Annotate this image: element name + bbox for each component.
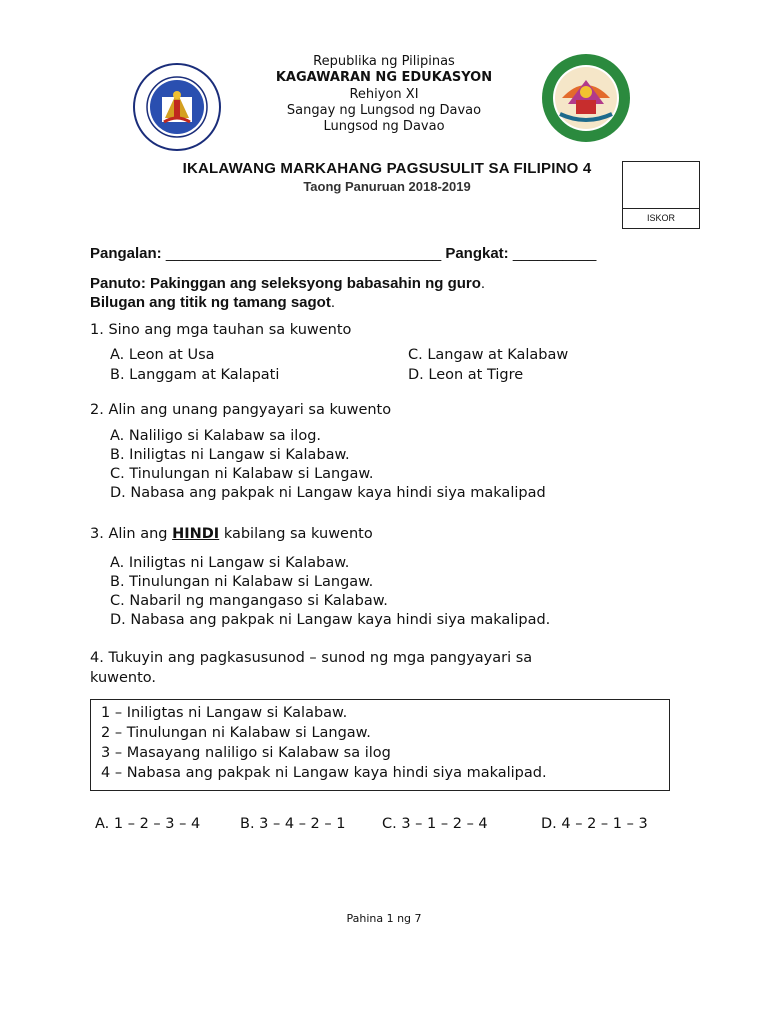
instruction-end-2: . (330, 294, 336, 311)
choice-2c[interactable]: C. Tinulungan ni Kalabaw si Langaw. (110, 466, 374, 482)
exam-title: IKALAWANG MARKAHANG PAGSUSULIT SA FILIPINO 4 (182, 160, 592, 177)
sequence-item-1: 1 – Iniligtas ni Langaw si Kalabaw. (101, 705, 348, 721)
header-region: Rehiyon XI (349, 87, 419, 102)
question-3-emphasis: HINDI (172, 526, 220, 542)
choice-1b[interactable]: B. Langgam at Kalapati (110, 367, 280, 383)
question-2: 2. Alin ang unang pangyayari sa kuwento (90, 402, 392, 418)
choice-4c[interactable]: C. 3 – 1 – 2 – 4 (382, 816, 488, 832)
score-box[interactable] (622, 161, 700, 229)
name-field[interactable] (90, 245, 596, 262)
question-3 (90, 526, 373, 542)
question-3-text-end: kabilang sa kuwento (219, 526, 373, 542)
choice-1a[interactable]: A. Leon at Usa (110, 347, 215, 363)
instruction-line-2 (90, 294, 335, 311)
instruction-line-1 (90, 275, 485, 292)
choice-4b[interactable]: B. 3 – 4 – 2 – 1 (240, 816, 346, 832)
section-blank[interactable]: __________ (512, 245, 597, 262)
choice-2d[interactable]: D. Nabasa ang pakpak ni Langaw kaya hindi siya makalipad (110, 485, 546, 501)
page-number: Pahina 1 ng 7 (346, 912, 422, 925)
question-4-line-2: kuwento. (90, 670, 157, 686)
choice-3a[interactable]: A. Iniligtas ni Langaw si Kalabaw. (110, 555, 350, 571)
header-republic: Republika ng Pilipinas (313, 54, 455, 69)
school-year: Taong Panuruan 2018-2019 (303, 179, 471, 194)
choice-1d[interactable]: D. Leon at Tigre (408, 367, 524, 383)
question-4-line-1: 4. Tukuyin ang pagkasusunod – sunod ng mga pangyayari sa (90, 650, 533, 666)
question-3-text-start: 3. Alin ang (90, 526, 173, 542)
header-division: Sangay ng Lungsod ng Davao (286, 103, 482, 118)
sequence-item-4: 4 – Nabasa ang pakpak ni Langaw kaya hindi siya makalipad. (101, 765, 547, 781)
choice-3c[interactable]: C. Nabaril ng mangangaso si Kalabaw. (110, 593, 388, 609)
instruction-end-1: . (480, 275, 486, 292)
name-blank[interactable]: _________________________________ (165, 245, 442, 262)
choice-2a[interactable]: A. Naliligo si Kalabaw sa ilog. (110, 428, 322, 444)
choice-2b[interactable]: B. Iniligtas ni Langaw si Kalabaw. (110, 447, 350, 463)
choice-3d[interactable]: D. Nabasa ang pakpak ni Langaw kaya hindi siya makalipad. (110, 612, 551, 628)
choice-4a[interactable]: A. 1 – 2 – 3 – 4 (95, 816, 201, 832)
sequence-item-2: 2 – Tinulungan ni Kalabaw si Langaw. (101, 725, 371, 741)
choice-1c[interactable]: C. Langaw at Kalabaw (408, 347, 569, 363)
question-1: 1. Sino ang mga tauhan sa kuwento (90, 322, 352, 338)
section-label: Pangkat: (445, 245, 509, 262)
choice-4d[interactable]: D. 4 – 2 – 1 – 3 (541, 816, 648, 832)
name-label: Pangalan: (90, 245, 162, 262)
sequence-item-3: 3 – Masayang naliligo si Kalabaw sa ilog (101, 745, 391, 761)
header-city: Lungsod ng Davao (323, 119, 445, 134)
sequence-box (90, 699, 670, 791)
score-label: ISKOR (623, 208, 699, 228)
choice-3b[interactable]: B. Tinulungan ni Kalabaw si Langaw. (110, 574, 374, 590)
instruction-text-1: Panuto: Pakinggan ang seleksyong babasahin ng guro (90, 275, 481, 292)
instruction-text-2: Bilugan ang titik ng tamang sagot (90, 294, 331, 311)
header-department: KAGAWARAN NG EDUKASYON (275, 70, 493, 85)
